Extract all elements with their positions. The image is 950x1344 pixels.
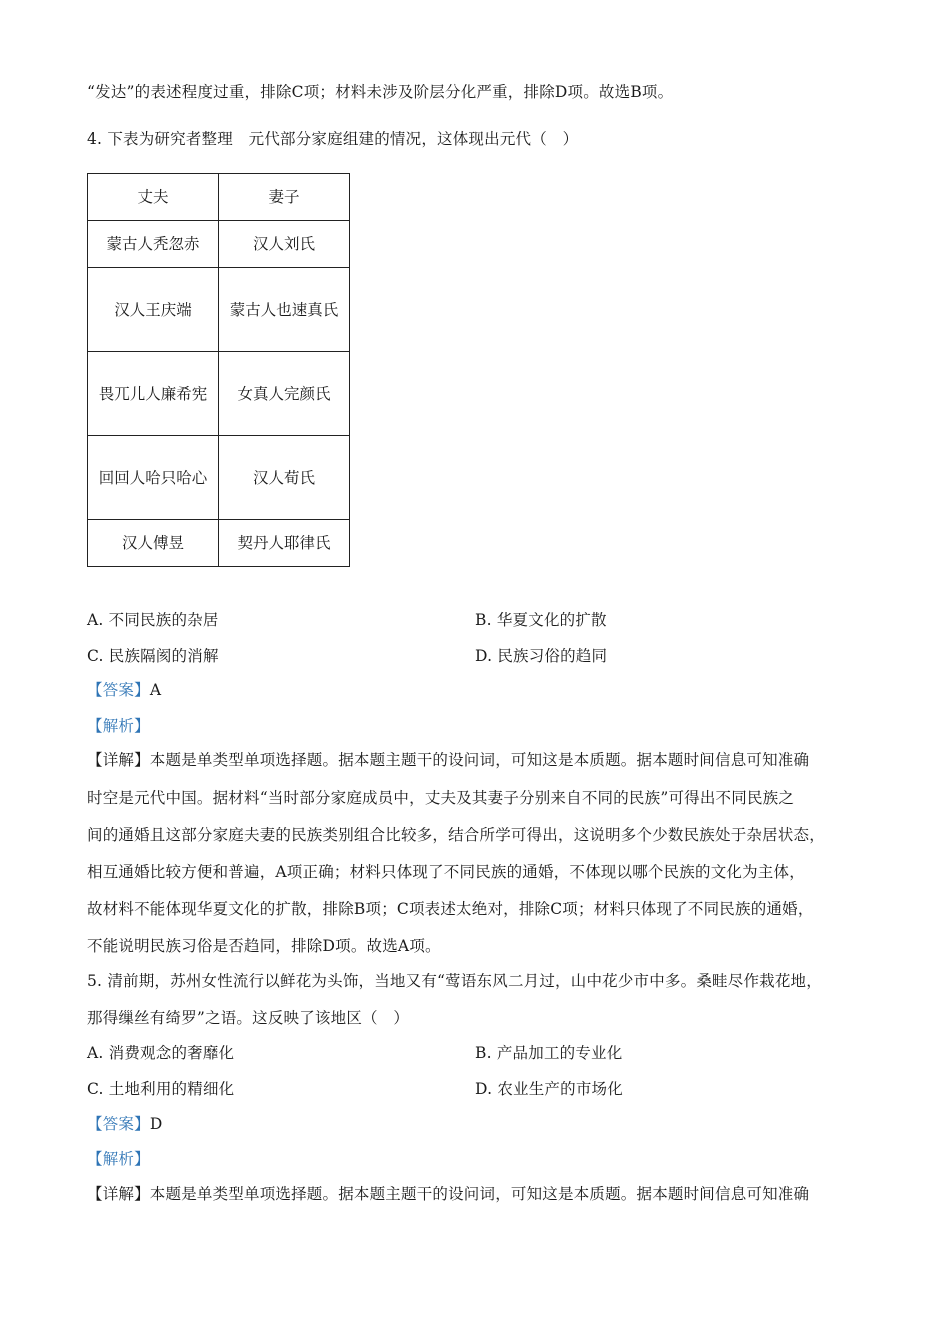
q4-detail-line: 时空是元代中国。据材料“当时部分家庭成员中，丈夫及其妻子分别来自不同的民族”可得出不同民族之 [87, 789, 795, 807]
q4-option-a: A. 不同民族的杂居 [87, 611, 219, 629]
wife-cell: 蒙古人也速真氏 [219, 268, 350, 352]
question-5-stem-line: 那得缫丝有绮罗”之语。这反映了该地区（ ） [87, 1009, 410, 1027]
q4-detail-line: 不能说明民族习俗是否趋同，排除D项。故选A项。 [87, 937, 441, 955]
q4-option-d: D. 民族习俗的趋同 [475, 647, 608, 665]
q5-option-d: D. 农业生产的市场化 [475, 1080, 623, 1098]
question-5-stem-line: 5. 清前期，苏州女性流行以鲜花为头饰，当地又有“莺语东风二月过，山中花少市中多。桑畦尽作栽花地， [87, 972, 822, 990]
wife-cell: 汉人荀氏 [219, 436, 350, 520]
q4-detail-line: 间的通婚且这部分家庭夫妻的民族类别组合比较多，结合所学可得出，这说明多个少数民族处于杂居状态， [87, 826, 825, 844]
table-row [88, 268, 350, 352]
question-4-stem: 4. 下表为研究者整理 元代部分家庭组建的情况，这体现出元代（ ） [87, 130, 579, 148]
table-row [88, 520, 350, 567]
answer-value: A [149, 681, 162, 699]
husband-cell: 畏兀儿人廉希宪 [88, 352, 219, 436]
q5-option-a: A. 消费观念的奢靡化 [87, 1044, 235, 1062]
answer-label: 【答案】 [87, 681, 150, 699]
q5-analysis-label: 【解析】 [87, 1150, 150, 1168]
header-wife: 妻子 [219, 174, 350, 221]
table-row [88, 221, 350, 268]
wife-cell: 女真人完颜氏 [219, 352, 350, 436]
table-header-row [88, 174, 350, 221]
q5-option-c: C. 土地利用的精细化 [87, 1080, 235, 1098]
husband-cell: 汉人傅昱 [88, 520, 219, 567]
q4-detail-line: 相互通婚比较方便和普遍，A项正确；材料只体现了不同民族的通婚，不体现以哪个民族的文化为主体， [87, 863, 805, 881]
q4-option-b: B. 华夏文化的扩散 [475, 611, 607, 629]
husband-cell: 汉人王庆端 [88, 268, 219, 352]
q4-option-c: C. 民族隔阂的消解 [87, 647, 219, 665]
husband-cell: 回回人哈只哈心 [88, 436, 219, 520]
husband-cell: 蒙古人秃忽赤 [88, 221, 219, 268]
wife-cell: 汉人刘氏 [219, 221, 350, 268]
table-row [88, 352, 350, 436]
q5-detail-line: 【详解】本题是单类型单项选择题。据本题主题干的设问词，可知这是本质题。据本题时间信息可知准确 [87, 1185, 810, 1203]
family-table [87, 173, 350, 567]
q5-answer [87, 1114, 162, 1134]
header-husband: 丈夫 [88, 174, 219, 221]
answer-value: D [149, 1115, 163, 1133]
q4-answer [87, 680, 161, 700]
previous-explanation-tail: “发达”的表述程度过重，排除C项；材料未涉及阶层分化严重，排除D项。故选B项。 [87, 83, 674, 101]
q4-analysis-label: 【解析】 [87, 717, 150, 735]
wife-cell: 契丹人耶律氏 [219, 520, 350, 567]
answer-label: 【答案】 [87, 1115, 150, 1133]
q4-detail-line: 故材料不能体现华夏文化的扩散，排除B项；C项表述太绝对，排除C项；材料只体现了不同民族的通婚， [87, 900, 814, 918]
table-row [88, 436, 350, 520]
q4-detail-line: 【详解】本题是单类型单项选择题。据本题主题干的设问词，可知这是本质题。据本题时间信息可知准确 [87, 751, 810, 769]
q5-option-b: B. 产品加工的专业化 [475, 1044, 623, 1062]
